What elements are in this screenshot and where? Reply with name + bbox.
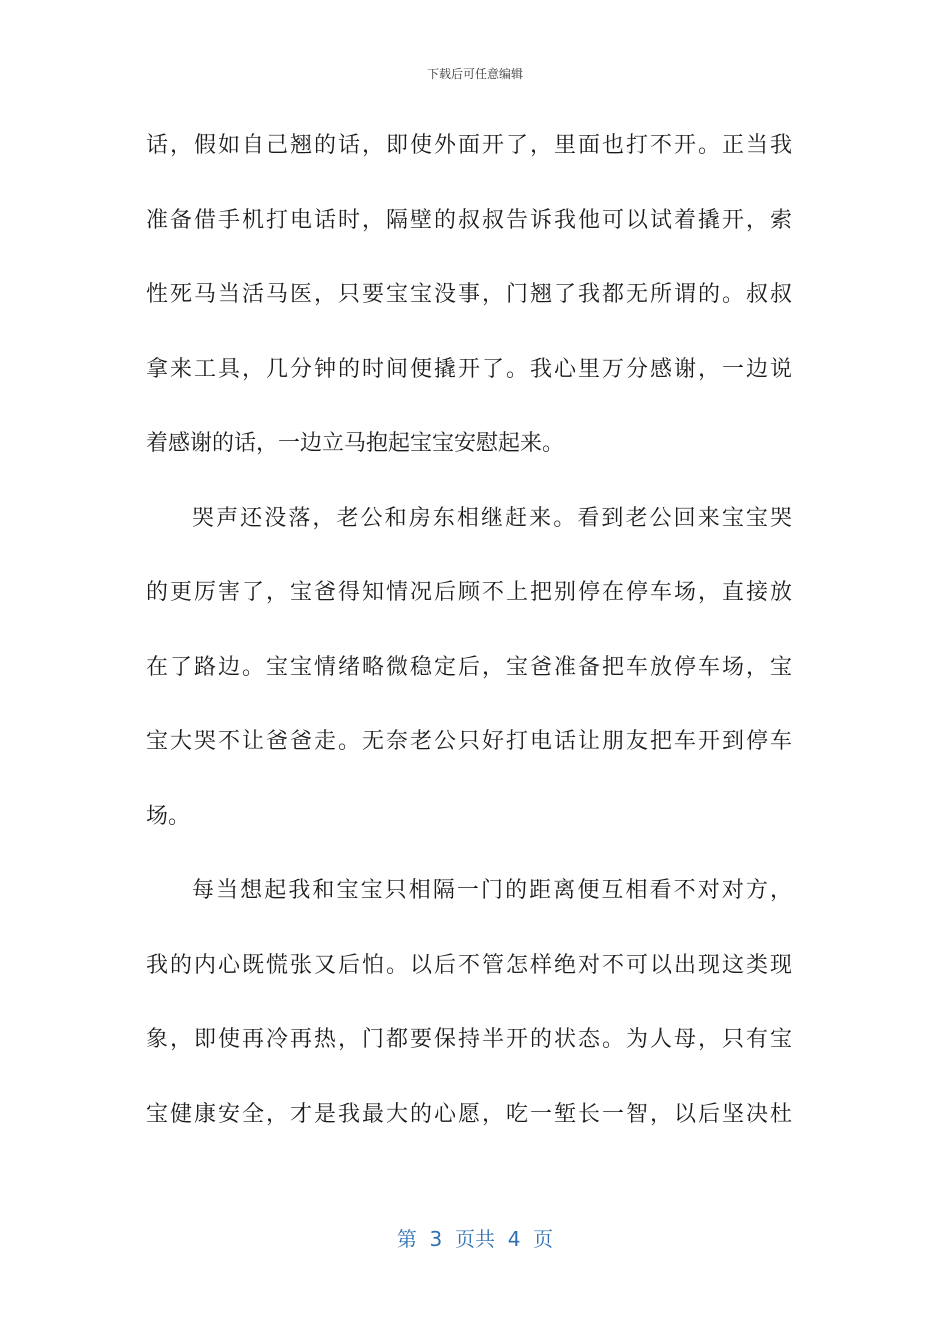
text-line: 象，即使再冷再热，门都要保持半开的状态。为人母，只有宝: [146, 1027, 792, 1052]
text-line: 话，假如自己翘的话，即使外面开了，里面也打不开。正当我: [146, 133, 792, 158]
text-line: 场。: [146, 803, 191, 829]
text-line: 哭声还没落，老公和房东相继赶来。看到老公回来宝宝哭: [192, 505, 792, 531]
text-line: 拿来工具，几分钟的时间便撬开了。我心里万分感谢，一边说: [146, 356, 792, 382]
page-header-note: 下载后可任意编辑: [426, 67, 523, 81]
text-line: 准备借手机打电话时，隔壁的叔叔告诉我他可以试着撬开，索: [146, 207, 792, 233]
text-line: 着感谢的话，一边立马抱起宝宝安慰起来。: [146, 431, 565, 456]
text-line: 宝健康安全，才是我最大的心愿，吃一堑长一智，以后坚决杜: [146, 1101, 792, 1127]
document-body: [146, 124, 792, 1167]
text-line: 在了路边。宝宝情绪略微稳定后，宝爸准备把车放停车场，宝: [146, 654, 792, 680]
text-line: 宝大哭不让爸爸走。无奈老公只好打电话让朋友把车开到停车: [146, 729, 792, 754]
text-line: 我的内心既慌张又后怕。以后不管怎样绝对不可以出现这类现: [146, 952, 792, 978]
text-line: 每当想起我和宝宝只相隔一门的距离便互相看不对对方，: [192, 878, 792, 903]
page-number-footer: 第 3 页共 4 页: [396, 1227, 554, 1251]
text-line: 的更厉害了，宝爸得知情况后顾不上把别停在停车场，直接放: [146, 580, 792, 605]
text-line: 性死马当活马医，只要宝宝没事，门翘了我都无所谓的。叔叔: [146, 282, 792, 307]
